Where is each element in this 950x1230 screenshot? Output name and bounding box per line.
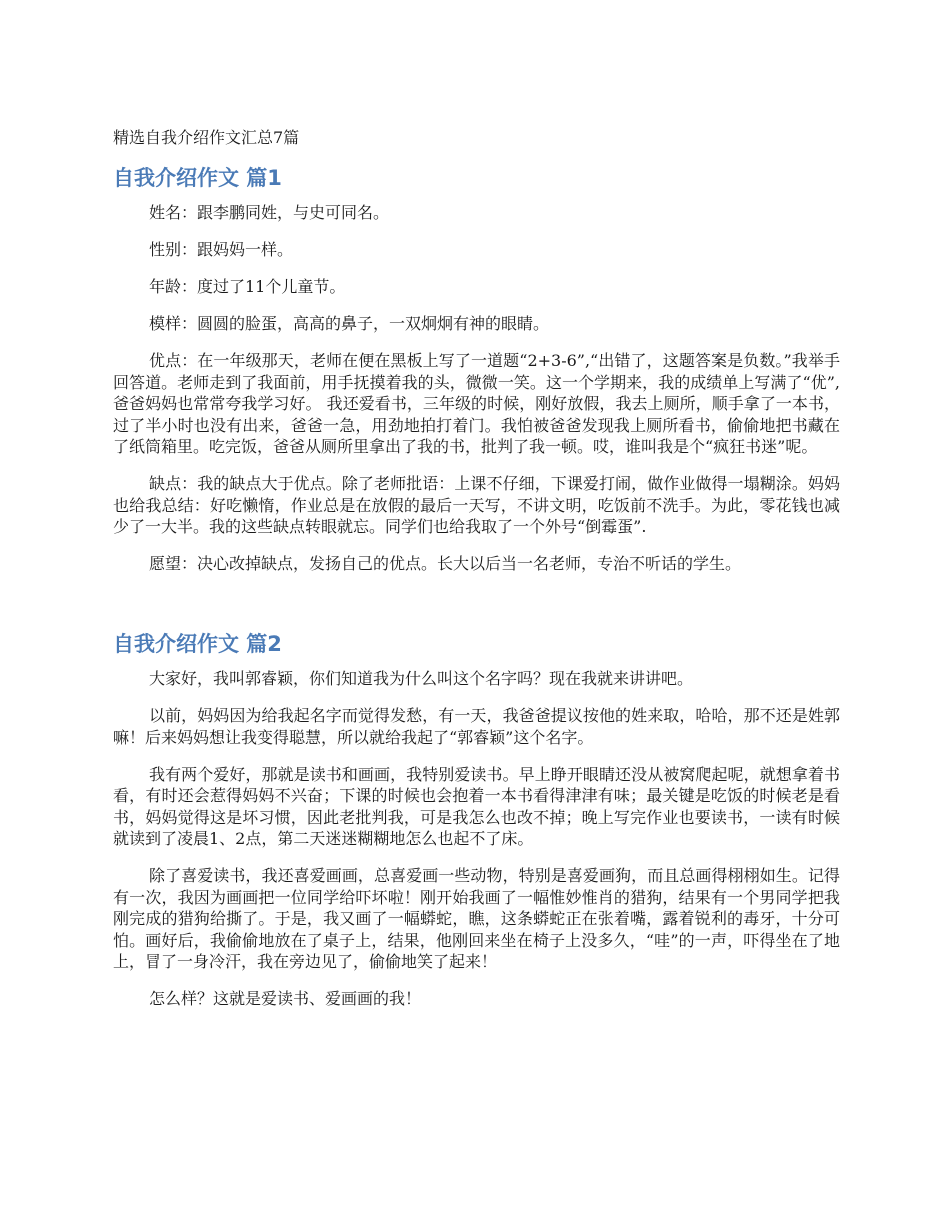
paragraph: 年龄：度过了11个儿童节。 [149,277,346,296]
paragraph: 性别：跟妈妈一样。 [149,240,294,259]
paragraph: 缺点：我的缺点大于优点。除了老师批语：上课不仔细，下课爱打闹，做作业做得一塌糊涂。妈妈也给我总结：好吃懒惰，作业总是在放假的最后一天写，不讲文明，吃饭前不洗手。为此，零花钱也减少了一大半。我的这些缺点转眼就忘。同学们也给我取了一个外号“倒霉蛋”. [113,474,840,536]
paragraph: 以前，妈妈因为给我起名字而觉得发愁，有一天，我爸爸提议按他的姓来取，哈哈，那不还是姓郭嘛！后来妈妈想让我变得聪慧，所以就给我起了“郭睿颖”这个名字。 [113,706,840,747]
paragraph: 大家好，我叫郭睿颖，你们知道我为什么叫这个名字吗？现在我就来讲讲吧。 [149,669,694,688]
section-heading: 自我介绍作文 篇2 [113,632,282,656]
document-title: 精选自我介绍作文汇总7篇 [113,128,300,147]
paragraph: 姓名：跟李鹏同姓，与史可同名。 [149,203,390,222]
paragraph: 模样：圆圆的脸蛋，高高的鼻子，一双炯炯有神的眼睛。 [149,314,550,333]
essay-section-1 [113,164,840,590]
paragraph: 我有两个爱好，那就是读书和画画，我特别爱读书。早上睁开眼睛还没从被窝爬起呢，就想拿着书看，有时还会惹得妈妈不兴奋；下课的时候也会抱着一本书看得津津有味；最关键是吃饭的时候老是看书，妈妈觉得这是坏习惯，因此老批判我，可是我怎么也改不掉；晚上写完作业也要读书，一读有时候就读到了凌晨1、2点，第二天迷迷糊糊地怎么也起不了床。 [113,764,840,848]
paragraph: 怎么样？这就是爱读书、爱画画的我！ [149,989,422,1008]
paragraph: 除了喜爱读书，我还喜爱画画，总喜爱画一些动物，特别是喜爱画狗，而且总画得栩栩如生。记得有一次，我因为画画把一位同学给吓坏啦！刚开始我画了一幅惟妙惟肖的猎狗，结果有一个男同学把我刚完成的猎狗给撕了。于是，我又画了一幅蟒蛇，瞧，这条蟒蛇正在张着嘴，露着锐利的毒牙，十分可怕。画好后，我偷偷地放在了桌子上，结果，他刚回来坐在椅子上没多久，“哇”的一声，吓得坐在了地上，冒了一身冷汗，我在旁边见了，偷偷地笑了起来！ [113,866,840,971]
section-heading: 自我介绍作文 篇1 [113,166,282,190]
paragraph: 优点：在一年级那天，老师在便在黑板上写了一道题“2+3-6”,“出错了，这题答案是负数。”我举手回答道。老师走到了我面前，用手抚摸着我的头，微微一笑。这一个学期来，我的成绩单上写满了“优”,爸爸妈妈也常常夸我学习好。 我还爱看书，三年级的时候，刚好放假，我去上厕所，顺手拿了一本书，过了半小时也没有出来，爸爸一急，用劲地拍打着门。我怕被爸爸发现我上厕所看书，偷偷地把书藏在了纸筒箱里。吃完饭，爸爸从厕所里拿出了我的书，批判了我一顿。哎，谁叫我是个“疯狂书迷”呢。 [113,351,840,456]
essay-section-2 [113,630,840,1025]
paragraph: 愿望：决心改掉缺点，发扬自己的优点。长大以后当一名老师，专治不听话的学生。 [149,554,742,573]
